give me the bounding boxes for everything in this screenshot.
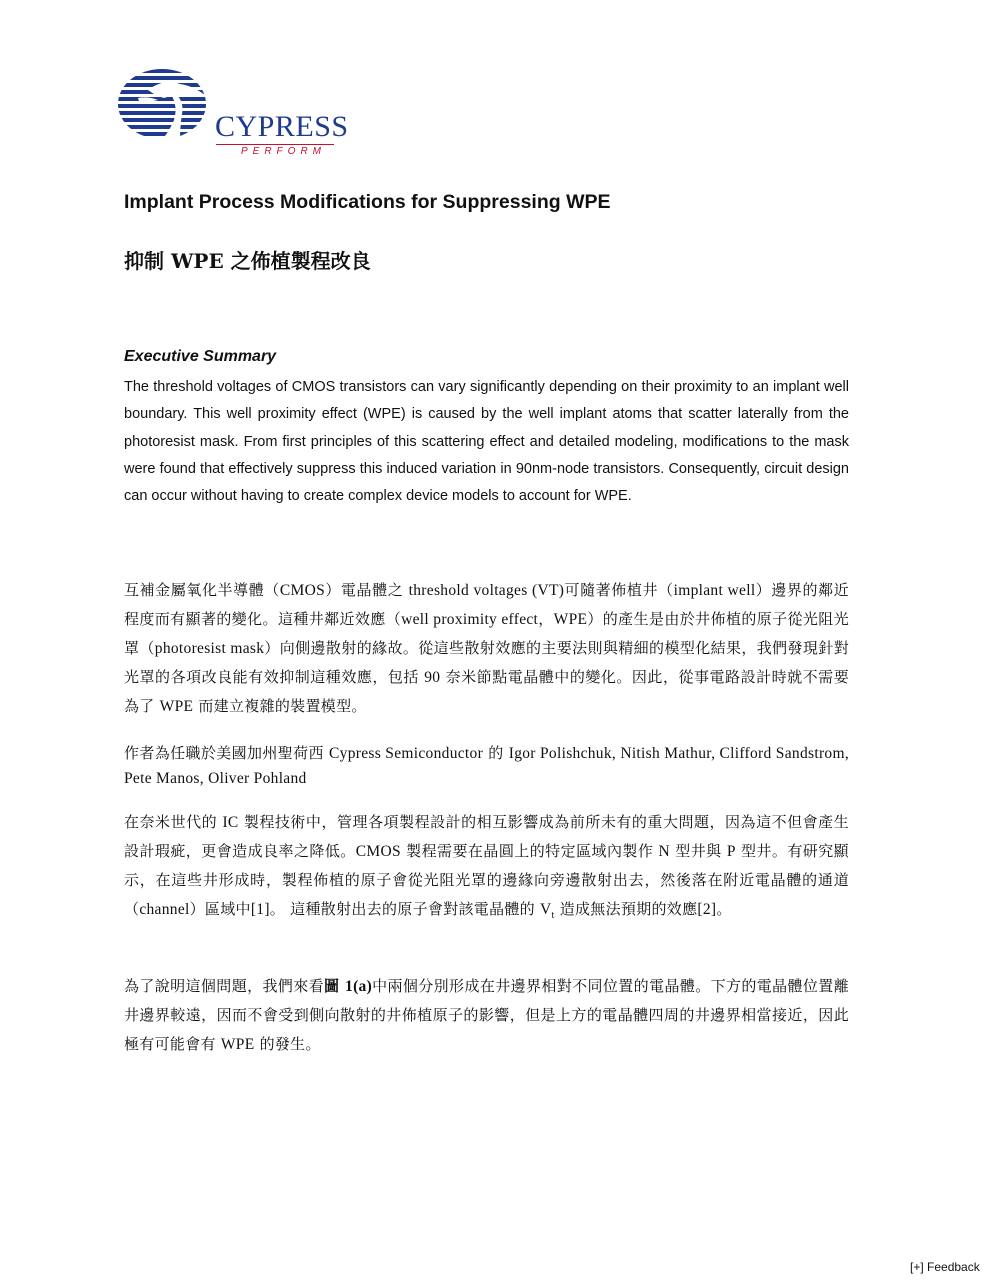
text-run: 造成無法預期的效應 xyxy=(554,900,698,918)
title-chinese: 抑制 WPE 之佈植製程改良 xyxy=(124,249,371,273)
text-run: WPE xyxy=(553,611,588,628)
text-run: 90 xyxy=(424,669,441,686)
text-run: well proximity effect xyxy=(401,611,539,628)
text-run: Cypress Semiconductor xyxy=(329,745,484,762)
text-run: photoresist mask xyxy=(154,640,265,657)
text-run: 。 xyxy=(716,900,732,918)
text-run: 型井。有研究顯示，在這些井形成時，製程佈植的原子會從光阻光罩的邊緣向旁邊散射出去，然後落在附近電晶體的通道（ xyxy=(124,842,849,918)
feedback-link[interactable]: [+] Feedback xyxy=(910,1260,980,1274)
text-run: 作者為任職於美國加州聖荷西 xyxy=(124,744,330,762)
text-run: WPE xyxy=(220,1036,255,1053)
text-run: 在奈米世代的 xyxy=(124,813,223,831)
text-run: N xyxy=(658,843,671,860)
text-run: 的發生。 xyxy=(254,1035,321,1053)
text-run: 而建立複雜的裝置模型。 xyxy=(193,697,367,715)
figure-reference-number: 1(a) xyxy=(345,978,373,995)
text-run: ）的產生是由於井佈植的原子從光阻光罩（ xyxy=(124,610,849,657)
text-run: CMOS xyxy=(279,582,326,599)
text-run: implant well xyxy=(673,582,756,599)
text-run: 奈米節點電晶體中的變化。因此，從事電路設計時就不需要為了 xyxy=(124,668,849,715)
summary-heading: Executive Summary xyxy=(124,348,277,365)
summary-body: The threshold voltages of CMOS transistors can vary significantly depending on their proximity to an implant well boundary. This well proximity effect (WPE) is caused by the well implant atoms that scatter laterally from the photoresist mask. From first principles of this scattering effect and detailed modeling, modifications to the mask were found that effectively suppress this induced variation in 90nm-node transistors. Consequently, circuit design can occur without having to create complex device models to account for WPE. xyxy=(124,379,849,505)
paragraph-intro xyxy=(124,576,849,721)
text-run: 型井與 xyxy=(670,842,727,860)
title-english: Implant Process Modifications for Suppressing WPE xyxy=(124,191,611,213)
text-run: [1] xyxy=(250,901,270,918)
text-run: 製程技術中，管理各項製程設計的相互影響成為前所未有的重大問題，因為這不但會產生設計瑕疵，更會造成良率之降低。 xyxy=(124,813,849,860)
paragraph-background xyxy=(124,808,849,930)
cypress-tree-emblem xyxy=(118,68,218,148)
text-run: Igor Polishchuk, Nitish Mathur, Clifford Sandstrom, Pete Manos, Oliver Pohland xyxy=(124,745,849,787)
text-run: threshold voltages (VT) xyxy=(408,582,565,599)
text-run: CMOS xyxy=(355,843,401,860)
text-run: ， xyxy=(538,610,554,628)
text-run: WPE xyxy=(159,698,194,715)
text-run: 的 xyxy=(483,744,509,762)
text-run: P xyxy=(726,843,736,860)
text-run: 互補金屬氧化半導體（ xyxy=(124,581,280,599)
text-run: ）邊界的鄰近程度而有顯著的變化。這種井鄰近效應（ xyxy=(124,581,849,628)
text-run: t xyxy=(551,910,555,921)
cypress-logo xyxy=(118,68,349,160)
text-run: ）電晶體之 xyxy=(325,581,409,599)
text-run: channel xyxy=(139,901,190,918)
text-run: 為了說明這個問題，我們來看 xyxy=(124,977,325,995)
logo-rule xyxy=(216,144,334,145)
text-run: ）區域中 xyxy=(189,900,251,918)
text-run: V xyxy=(540,901,552,918)
paragraph-authors xyxy=(124,741,849,791)
text-run: [2] xyxy=(697,901,717,918)
paragraph-figure-intro xyxy=(124,972,849,1059)
text-run: IC xyxy=(222,814,239,831)
logo-wordmark: CYPRESS xyxy=(215,110,349,143)
text-run: 中兩個分別形成在井邊界相對不同位置的電晶體。下方的電晶體位置離井邊界較遠，因而不會受到側向散射的井佈植原子的影響，但是上方的電晶體四周的井邊界相當接近，因此極有可能會有 xyxy=(124,977,849,1053)
text-run: ）向側邊散射的緣故。從這些散射效應的主要法則與精細的模型化結果，我們發現針對光罩的各項改良能有效抑制這種效應，包括 xyxy=(124,639,850,686)
figure-reference: 圖 xyxy=(324,977,346,995)
text-run: 可隨著佈植井（ xyxy=(564,581,674,599)
logo-tagline: PERFORM xyxy=(241,146,326,157)
text-run: 。 這種散射出去的原子會對該電晶體的 xyxy=(269,900,541,918)
text-run: 製程需要在晶圓上的特定區域內製作 xyxy=(400,842,659,860)
